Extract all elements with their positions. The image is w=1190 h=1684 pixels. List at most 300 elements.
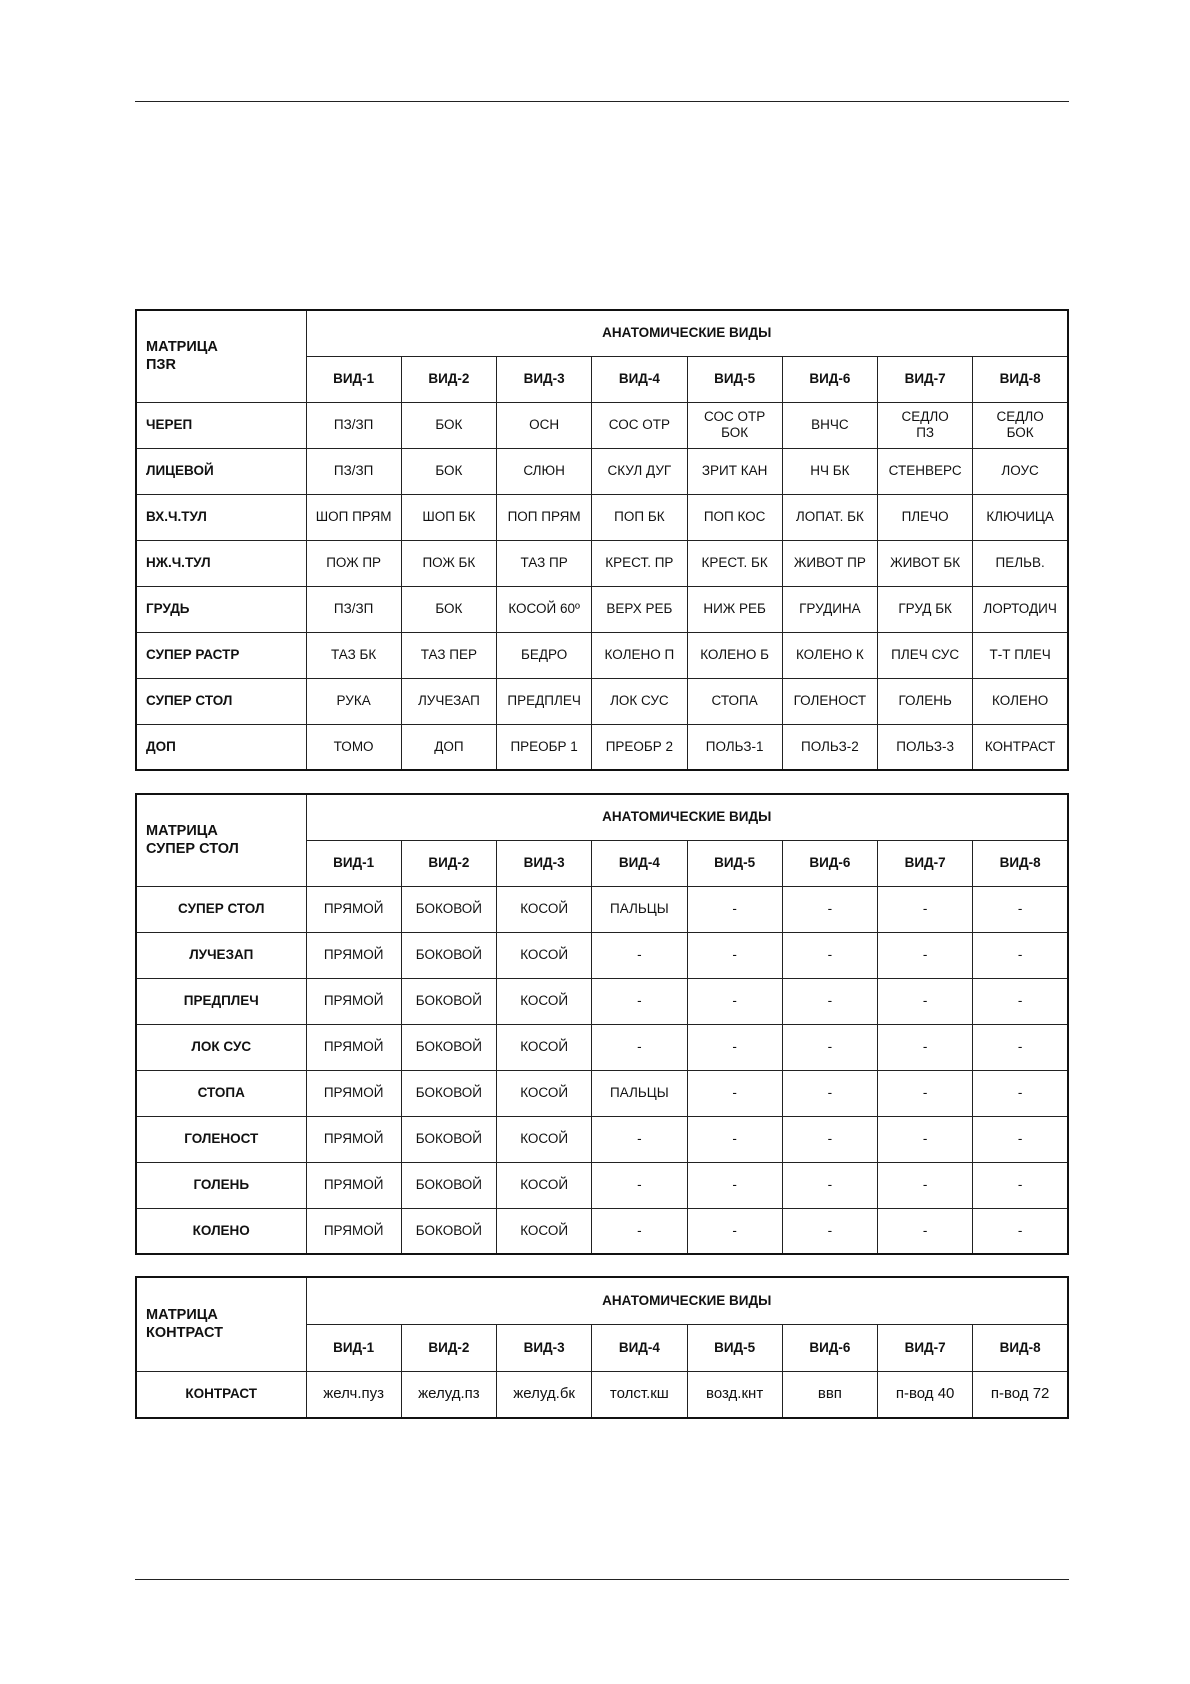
view-cell: [878, 886, 973, 932]
cell-line: -: [922, 1222, 928, 1238]
cell-line: КОСОЙ: [520, 1085, 569, 1100]
cell-line: ТАЗ ПЕР: [420, 647, 478, 662]
view-cell: [782, 1070, 877, 1116]
view-cell: [401, 494, 496, 540]
view-header: ВИД-6: [782, 840, 877, 886]
view-cell: [687, 1162, 782, 1208]
group-title: АНАТОМИЧЕСКИЕ ВИДЫ: [306, 794, 1068, 840]
row-label: СУПЕР СТОЛ: [136, 678, 306, 724]
row-label: СТОПА: [136, 1070, 306, 1116]
cell-line: НИЖ РЕБ: [703, 601, 766, 616]
matrix-corner: [136, 1277, 306, 1371]
view-cell: [878, 494, 973, 540]
view-cell: [687, 632, 782, 678]
view-cell: [782, 1024, 877, 1070]
cell-line: ПРЯМОЙ: [323, 1222, 384, 1238]
cell-line: желуд.бк: [513, 1385, 575, 1403]
view-header: ВИД-8: [973, 356, 1068, 402]
cell-line: РУКА: [336, 693, 371, 708]
table-row: [136, 678, 1068, 724]
cell-line: -: [637, 1177, 642, 1192]
view-header: ВИД-2: [401, 356, 496, 402]
cell-line: -: [637, 1039, 642, 1054]
bottom-rule: [135, 1579, 1069, 1580]
cell-line: ЛОРТОДИЧ: [983, 601, 1057, 616]
view-cell: [782, 540, 877, 586]
view-cell: [497, 1024, 592, 1070]
cell-line: ПОЛЬЗ-1: [705, 738, 764, 754]
table-row: [136, 1116, 1068, 1162]
view-header: ВИД-7: [878, 356, 973, 402]
cell-line: ПЛЕЧ СУС: [891, 647, 960, 662]
row-label: ЧЕРЕП: [136, 402, 306, 448]
view-cell: [878, 678, 973, 724]
cell-line: ЛУЧЕЗАП: [417, 693, 480, 708]
view-cell: [687, 586, 782, 632]
view-cell: [782, 724, 877, 770]
cell-line: КОСОЙ: [520, 1177, 569, 1192]
cell-line: ПРЯМОЙ: [323, 993, 384, 1008]
view-cell: [878, 586, 973, 632]
cell-line: -: [827, 1222, 833, 1238]
cell-line: -: [827, 1039, 833, 1054]
view-cell: [687, 932, 782, 978]
cell-line: -: [732, 947, 737, 962]
cell-line: ПОЛЬЗ-2: [800, 738, 859, 754]
view-cell: [878, 448, 973, 494]
view-cell: [306, 540, 401, 586]
cell-line: КЛЮЧИЦА: [986, 509, 1054, 524]
cell-line: БОК: [435, 417, 463, 432]
view-cell: [401, 1024, 496, 1070]
view-cell: [878, 724, 973, 770]
view-cell: [306, 1162, 401, 1208]
cell-line: ЗРИТ КАН: [701, 463, 768, 478]
cell-line: -: [827, 901, 833, 916]
matrix-super-stol-table: [135, 793, 1069, 1255]
cell-line: КОСОЙ: [520, 1131, 569, 1146]
corner-line: ПЗR: [146, 357, 176, 374]
view-cell: [878, 932, 973, 978]
view-cell: [401, 1116, 496, 1162]
table-row: [136, 448, 1068, 494]
view-cell: [497, 1116, 592, 1162]
cell-line: -: [922, 993, 928, 1008]
cell-line: ПРЯМОЙ: [323, 1131, 384, 1146]
cell-line: ПРЕОБР 2: [605, 738, 674, 754]
cell-line: КРЕСТ. ПР: [605, 555, 674, 570]
cell-line: -: [732, 1039, 737, 1054]
view-cell: [401, 1371, 496, 1418]
cell-line: БОКОВОЙ: [415, 1085, 482, 1100]
cell-line: ОСН: [529, 417, 560, 432]
view-header: ВИД-4: [592, 840, 687, 886]
row-label: ЛИЦЕВОЙ: [136, 448, 306, 494]
view-header: ВИД-2: [401, 840, 496, 886]
table-row: [136, 932, 1068, 978]
view-cell: [782, 448, 877, 494]
cell-line: БОКОВОЙ: [415, 1177, 482, 1192]
group-title: АНАТОМИЧЕСКИЕ ВИДЫ: [306, 1277, 1068, 1324]
cell-line: КОСОЙ: [520, 1222, 569, 1238]
view-cell: [973, 1208, 1068, 1254]
view-cell: [592, 1070, 687, 1116]
view-cell: [878, 978, 973, 1024]
cell-line: -: [922, 1039, 928, 1054]
cell-line: КОЛЕНО П: [604, 647, 675, 662]
view-cell: [687, 494, 782, 540]
cell-line: КОСОЙ: [520, 947, 569, 962]
cell-line: ПОП КОС: [703, 509, 766, 524]
cell-line: ЖИВОТ ПР: [793, 555, 866, 570]
view-cell: [306, 494, 401, 540]
cell-line: СТЕНВЕРС: [888, 463, 962, 478]
view-cell: [878, 1208, 973, 1254]
cell-line: желуд.пз: [418, 1385, 480, 1403]
view-cell: [401, 632, 496, 678]
cell-line: ВЕРХ РЕБ: [606, 601, 673, 616]
table-row: [136, 494, 1068, 540]
view-cell: [497, 448, 592, 494]
top-rule: [135, 101, 1069, 102]
cell-line: СЕДЛО: [901, 409, 949, 424]
cell-line: -: [922, 1131, 928, 1146]
view-cell: [306, 978, 401, 1024]
view-cell: [497, 1162, 592, 1208]
view-cell: [306, 632, 401, 678]
cell-line: ПРЕДПЛЕЧ: [507, 693, 581, 708]
view-cell: [306, 1024, 401, 1070]
view-cell: [973, 448, 1068, 494]
view-header: ВИД-3: [497, 1324, 592, 1371]
view-cell: [973, 1070, 1068, 1116]
cell-line: -: [732, 1085, 737, 1100]
view-cell: [878, 402, 973, 448]
view-cell: [401, 1070, 496, 1116]
cell-line: КОСОЙ: [520, 993, 569, 1008]
view-cell: [973, 724, 1068, 770]
cell-line: ПРЕОБР 1: [510, 738, 578, 754]
view-cell: [401, 448, 496, 494]
cell-line: СОС ОТР: [704, 409, 766, 424]
cell-line: ДОП: [434, 738, 464, 754]
cell-line: КОСОЙ: [520, 1039, 569, 1054]
view-cell: [497, 724, 592, 770]
view-cell: [782, 586, 877, 632]
view-cell: [592, 632, 687, 678]
view-header: ВИД-1: [306, 356, 401, 402]
view-cell: [592, 494, 687, 540]
view-cell: [973, 586, 1068, 632]
cell-line: -: [1017, 901, 1023, 916]
cell-line: СЛЮН: [523, 463, 565, 478]
view-header: ВИД-8: [973, 840, 1068, 886]
view-cell: [592, 1208, 687, 1254]
matrix-corner: [136, 310, 306, 402]
cell-line: -: [637, 993, 642, 1008]
view-cell: [973, 978, 1068, 1024]
row-label: СУПЕР РАСТР: [136, 632, 306, 678]
cell-line: ПРЯМОЙ: [323, 1039, 384, 1054]
cell-line: БОКОВОЙ: [415, 901, 482, 916]
table-row: [136, 1208, 1068, 1254]
cell-line: ПЗ/ЗП: [333, 417, 374, 432]
view-cell: [687, 978, 782, 1024]
cell-line: СТОПА: [711, 693, 758, 708]
view-header: ВИД-2: [401, 1324, 496, 1371]
group-title: АНАТОМИЧЕСКИЕ ВИДЫ: [306, 310, 1068, 356]
view-cell: [687, 1116, 782, 1162]
table-row: [136, 1162, 1068, 1208]
cell-line: БОКОВОЙ: [415, 1039, 482, 1054]
cell-line: -: [732, 993, 737, 1008]
cell-line: -: [922, 1177, 928, 1192]
cell-line: -: [1017, 1222, 1023, 1238]
view-cell: [687, 1024, 782, 1070]
view-cell: [878, 1024, 973, 1070]
view-cell: [306, 1116, 401, 1162]
cell-line: ГОЛЕНОСТ: [793, 693, 867, 708]
cell-line: -: [1017, 1085, 1023, 1100]
view-cell: [973, 932, 1068, 978]
view-cell: [782, 1162, 877, 1208]
view-cell: [497, 978, 592, 1024]
cell-line: БОК: [435, 463, 463, 478]
view-cell: [401, 1162, 496, 1208]
cell-line: -: [922, 947, 928, 962]
matrix-kontrast-table: [135, 1276, 1069, 1419]
cell-line: БЕДРО: [521, 647, 568, 662]
cell-line: -: [732, 1222, 737, 1238]
view-cell: [782, 1116, 877, 1162]
view-cell: [306, 586, 401, 632]
view-cell: [878, 632, 973, 678]
view-cell: [878, 1162, 973, 1208]
cell-line: -: [637, 1131, 642, 1146]
view-header: ВИД-6: [782, 356, 877, 402]
view-header: ВИД-6: [782, 1324, 877, 1371]
cell-line: ПОП БК: [614, 509, 665, 524]
view-cell: [401, 540, 496, 586]
row-label: НЖ.Ч.ТУЛ: [136, 540, 306, 586]
table-row: [136, 1371, 1068, 1418]
cell-line: возд.кнт: [706, 1385, 764, 1403]
view-cell: [687, 1070, 782, 1116]
view-header: ВИД-1: [306, 840, 401, 886]
cell-line: -: [1017, 1177, 1023, 1192]
view-cell: [687, 678, 782, 724]
view-cell: [687, 448, 782, 494]
view-cell: [782, 678, 877, 724]
cell-line: ПРЯМОЙ: [323, 947, 384, 962]
cell-line: -: [732, 1177, 737, 1192]
cell-line: БОК: [435, 601, 463, 616]
cell-line: БОКОВОЙ: [415, 947, 482, 962]
view-cell: [497, 494, 592, 540]
view-cell: [782, 494, 877, 540]
cell-line: ТАЗ БК: [330, 647, 377, 662]
cell-line: -: [827, 1085, 833, 1100]
row-label: ВХ.Ч.ТУЛ: [136, 494, 306, 540]
cell-line: ПРЯМОЙ: [323, 1177, 384, 1192]
view-cell: [401, 978, 496, 1024]
cell-line: -: [827, 947, 833, 962]
view-cell: [782, 886, 877, 932]
cell-line: СКУЛ ДУГ: [607, 463, 672, 478]
cell-line: п-вод 72: [990, 1385, 1050, 1403]
cell-line: ПЗ/ЗП: [333, 601, 374, 616]
view-cell: [782, 402, 877, 448]
view-cell: [497, 1070, 592, 1116]
view-cell: [592, 678, 687, 724]
view-cell: [306, 886, 401, 932]
cell-line: ТАЗ ПР: [520, 555, 568, 570]
row-label: ПРЕДПЛЕЧ: [136, 978, 306, 1024]
view-cell: [973, 494, 1068, 540]
view-cell: [592, 724, 687, 770]
view-cell: [306, 402, 401, 448]
cell-line: ПЛЕЧО: [901, 509, 949, 524]
row-label: ГОЛЕНОСТ: [136, 1116, 306, 1162]
cell-line: КОНТРАСТ: [984, 738, 1056, 754]
cell-line: желч.пуз: [323, 1385, 385, 1403]
cell-line: -: [1017, 993, 1023, 1008]
cell-line: КОЛЕНО К: [795, 647, 864, 662]
view-cell: [973, 1116, 1068, 1162]
view-cell: [592, 886, 687, 932]
row-label: КОНТРАСТ: [136, 1371, 306, 1418]
cell-line: ЛОПАТ. БК: [795, 509, 864, 524]
view-cell: [878, 1371, 973, 1418]
corner-line: КОНТРАСТ: [146, 1325, 223, 1342]
cell-line: КРЕСТ. БК: [701, 555, 768, 570]
row-label: ЛУЧЕЗАП: [136, 932, 306, 978]
view-cell: [687, 402, 782, 448]
cell-line: ПОЖ ПР: [326, 555, 382, 570]
cell-line: ЛОУС: [1001, 463, 1039, 478]
cell-line: -: [732, 1131, 737, 1146]
view-header: ВИД-5: [687, 840, 782, 886]
cell-line: ПРЯМОЙ: [323, 901, 384, 916]
view-cell: [878, 540, 973, 586]
view-cell: [782, 1371, 877, 1418]
view-cell: [687, 1208, 782, 1254]
cell-line: СОС ОТР: [608, 417, 670, 432]
view-cell: [497, 632, 592, 678]
view-cell: [306, 448, 401, 494]
view-cell: [497, 586, 592, 632]
cell-line: -: [637, 947, 642, 962]
row-label: ГРУДЬ: [136, 586, 306, 632]
view-header: ВИД-5: [687, 356, 782, 402]
view-cell: [497, 886, 592, 932]
view-header: ВИД-7: [878, 840, 973, 886]
cell-line: -: [922, 901, 928, 916]
table-row: [136, 586, 1068, 632]
view-cell: [973, 678, 1068, 724]
cell-line: ПРЯМОЙ: [323, 1085, 384, 1100]
view-cell: [687, 540, 782, 586]
cell-line: ВНЧС: [811, 417, 849, 432]
view-cell: [306, 1371, 401, 1418]
cell-line: ПОЖ БК: [422, 555, 476, 570]
cell-line: БОК: [721, 425, 749, 440]
cell-line: ввп: [817, 1385, 842, 1403]
view-cell: [592, 1116, 687, 1162]
cell-line: КОСОЙ 60º: [508, 601, 580, 616]
cell-line: ПОП ПРЯМ: [507, 509, 581, 524]
corner-line: МАТРИЦА: [146, 339, 218, 356]
cell-line: ПАЛЬЦЫ: [610, 1085, 669, 1100]
matrix-pzr-table: [135, 309, 1069, 771]
cell-line: ПАЛЬЦЫ: [610, 901, 669, 916]
cell-line: ГРУДИНА: [799, 601, 861, 616]
corner-line: МАТРИЦА: [146, 823, 218, 840]
view-cell: [497, 1208, 592, 1254]
cell-line: ЖИВОТ БК: [890, 555, 961, 570]
view-cell: [973, 632, 1068, 678]
row-label: СУПЕР СТОЛ: [136, 886, 306, 932]
view-cell: [878, 1116, 973, 1162]
cell-line: -: [1017, 1039, 1023, 1054]
table-row: [136, 632, 1068, 678]
view-cell: [592, 540, 687, 586]
corner-line: МАТРИЦА: [146, 1307, 218, 1324]
view-cell: [592, 978, 687, 1024]
view-cell: [401, 886, 496, 932]
view-cell: [687, 724, 782, 770]
view-cell: [592, 1162, 687, 1208]
table-row: [136, 1070, 1068, 1116]
view-cell: [592, 586, 687, 632]
view-cell: [878, 1070, 973, 1116]
view-cell: [973, 1162, 1068, 1208]
cell-line: Т-Т ПЛЕЧ: [989, 647, 1051, 662]
cell-line: БОКОВОЙ: [415, 1131, 482, 1146]
table-row: [136, 402, 1068, 448]
view-header: ВИД-4: [592, 356, 687, 402]
cell-line: ПЗ: [916, 425, 935, 440]
corner-line: СУПЕР СТОЛ: [146, 841, 239, 858]
view-cell: [401, 1208, 496, 1254]
view-cell: [782, 978, 877, 1024]
view-header: ВИД-3: [497, 840, 592, 886]
cell-line: ПОЛЬЗ-3: [896, 738, 955, 754]
view-cell: [401, 932, 496, 978]
row-label: ГОЛЕНЬ: [136, 1162, 306, 1208]
table-row: [136, 978, 1068, 1024]
row-label: ДОП: [136, 724, 306, 770]
cell-line: ЛОК СУС: [610, 693, 669, 708]
cell-line: толст.кш: [609, 1385, 669, 1403]
view-cell: [497, 678, 592, 724]
view-cell: [973, 1371, 1068, 1418]
view-cell: [973, 540, 1068, 586]
view-header: ВИД-3: [497, 356, 592, 402]
view-header: ВИД-1: [306, 1324, 401, 1371]
cell-line: ПЗ/ЗП: [333, 463, 374, 478]
cell-line: БОКОВОЙ: [415, 993, 482, 1008]
cell-line: -: [732, 901, 737, 916]
view-cell: [592, 1024, 687, 1070]
cell-line: ТОМО: [333, 738, 374, 754]
view-cell: [306, 678, 401, 724]
row-label: КОЛЕНО: [136, 1208, 306, 1254]
cell-line: -: [827, 993, 833, 1008]
view-cell: [782, 932, 877, 978]
view-header: ВИД-8: [973, 1324, 1068, 1371]
table-row: [136, 886, 1068, 932]
